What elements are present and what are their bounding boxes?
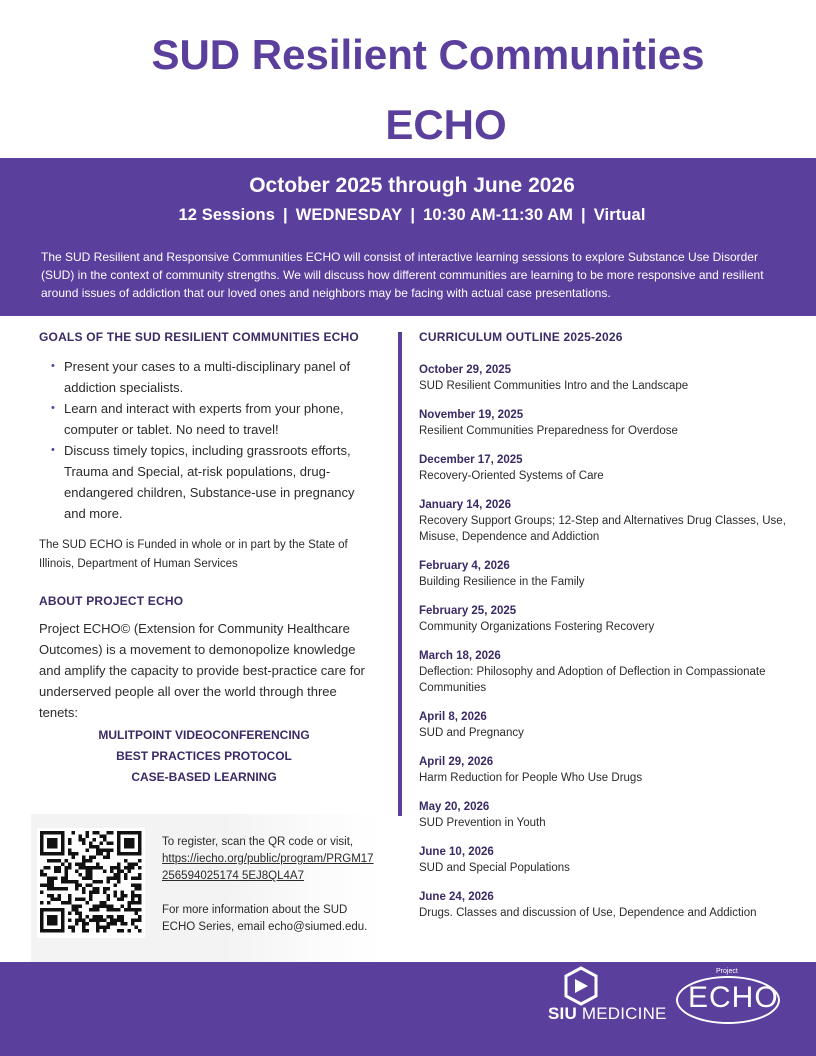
tenets-list <box>39 725 369 788</box>
curriculum-list <box>419 362 799 921</box>
curriculum-column <box>419 330 799 934</box>
session-date: February 25, 2025 <box>419 605 517 617</box>
siu-medicine-logo: SIU MEDICINE <box>548 1004 667 1023</box>
curriculum-item <box>419 603 799 635</box>
register-link[interactable]: https://iecho.org/public/program/PRGM17256594025174 5EJ8QL4A7 <box>162 853 374 882</box>
session-time: 10:30 AM-11:30 AM <box>423 206 574 224</box>
contact-info: For more information about the SUD ECHO Series, email echo@siumed.edu. <box>162 904 368 933</box>
session-date: June 24, 2026 <box>419 891 494 903</box>
session-day: WEDNESDAY <box>295 206 403 224</box>
session-date: December 17, 2025 <box>419 454 523 466</box>
goals-list <box>39 356 369 524</box>
separator: | <box>282 206 288 224</box>
session-details <box>0 206 816 225</box>
curriculum-item <box>419 799 799 831</box>
qr-code-icon[interactable] <box>37 828 145 938</box>
curriculum-item <box>419 754 799 786</box>
goal-item: • Discuss timely topics, including grassroots efforts, Trauma and Special, at-risk populations, drug-endangered children, Substance-use in pregnancy and more. <box>64 440 369 524</box>
session-date: June 10, 2026 <box>419 846 494 858</box>
session-topic: Recovery Support Groups; 12-Step and Alternatives Drug Classes, Use, Misuse, Dependence and Addiction <box>419 515 786 543</box>
session-topic: Harm Reduction for People Who Use Drugs <box>419 772 643 784</box>
tenet-item: MULITPOINT VIDEOCONFERENCING <box>98 728 310 742</box>
register-text <box>162 834 376 885</box>
qr-code-graphic <box>37 828 145 938</box>
funding-note: The SUD ECHO is Funded in whole or in part by the State of Illinois, Department of Human Services <box>39 539 348 570</box>
separator: | <box>581 206 586 224</box>
registration-box <box>31 814 383 962</box>
goals-heading: GOALS OF THE SUD RESILIENT COMMUNITIES ECHO <box>39 330 359 344</box>
session-topic: SUD and Pregnancy <box>419 727 524 739</box>
curriculum-item <box>419 709 799 741</box>
session-topic: SUD Prevention in Youth <box>419 817 546 829</box>
curriculum-heading: CURRICULUM OUTLINE 2025-2026 <box>419 330 623 344</box>
page-title: SUD Resilient Communities <box>151 31 705 78</box>
session-count: 12 Sessions <box>178 206 275 224</box>
session-topic: Deflection: Philosophy and Adoption of Deflection in Compassionate Communities <box>419 666 766 694</box>
tenet-item: BEST PRACTICES PROTOCOL <box>116 749 292 763</box>
session-date: November 19, 2025 <box>419 409 524 421</box>
about-heading: ABOUT PROJECT ECHO <box>39 594 184 608</box>
curriculum-item <box>419 362 799 394</box>
bullet-icon: • <box>51 402 55 414</box>
curriculum-item <box>419 452 799 484</box>
page-subtitle: ECHO <box>385 101 507 148</box>
program-intro: The SUD Resilient and Responsive Communities ECHO will consist of interactive learning sessions to explore Substance Use Disorder (SUD) in the context of community strengths. We will discuss how different communities are learning to be more responsive and resilient around issues of addiction that our loved ones and neighbors may be facing with actual case presentations. <box>41 250 764 300</box>
about-text: Project ECHO© (Extension for Community Healthcare Outcomes) is a movement to demonopolize knowledge and amplify the capacity to provide best-practice care for underserved people all over the world through three tenets: <box>39 621 365 720</box>
siu-logo-icon <box>564 966 598 1006</box>
session-date: October 29, 2025 <box>419 364 512 376</box>
session-topic: SUD and Special Populations <box>419 862 570 874</box>
curriculum-item <box>419 889 799 921</box>
session-topic: Building Resilience in the Family <box>419 576 585 588</box>
session-topic: Community Organizations Fostering Recovery <box>419 621 655 633</box>
footer-band <box>0 962 816 1056</box>
curriculum-item <box>419 558 799 590</box>
session-topic: Drugs. Classes and discussion of Use, Dependence and Addiction <box>419 907 757 919</box>
register-instruction: To register, scan the QR code or visit, <box>162 836 354 848</box>
session-topic: Recovery-Oriented Systems of Care <box>419 470 604 482</box>
program-dates: October 2025 through June 2026 <box>249 174 575 197</box>
separator: | <box>410 206 416 224</box>
session-topic: Resilient Communities Preparedness for Overdose <box>419 425 678 437</box>
column-divider <box>398 332 402 816</box>
session-topic: SUD Resilient Communities Intro and the Landscape <box>419 380 689 392</box>
session-date: March 18, 2026 <box>419 650 501 662</box>
goal-item: • Learn and interact with experts from your phone, computer or tablet. No need to travel! <box>64 398 369 440</box>
session-date: April 29, 2026 <box>419 756 494 768</box>
project-echo-logo: Project ECHO <box>676 968 780 1024</box>
curriculum-item <box>419 407 799 439</box>
session-date: January 14, 2026 <box>419 499 512 511</box>
bullet-icon: • <box>51 444 55 456</box>
tenet-item: CASE-BASED LEARNING <box>131 770 277 784</box>
goal-item: • Present your cases to a multi-disciplinary panel of addiction specialists. <box>64 356 369 398</box>
session-date: February 4, 2026 <box>419 560 510 572</box>
session-date: April 8, 2026 <box>419 711 487 723</box>
curriculum-item <box>419 648 799 696</box>
info-banner <box>0 158 816 316</box>
session-date: May 20, 2026 <box>419 801 490 813</box>
curriculum-item <box>419 497 799 545</box>
left-column <box>39 330 369 788</box>
bullet-icon: • <box>51 360 55 372</box>
curriculum-item <box>419 844 799 876</box>
session-mode: Virtual <box>593 206 646 224</box>
